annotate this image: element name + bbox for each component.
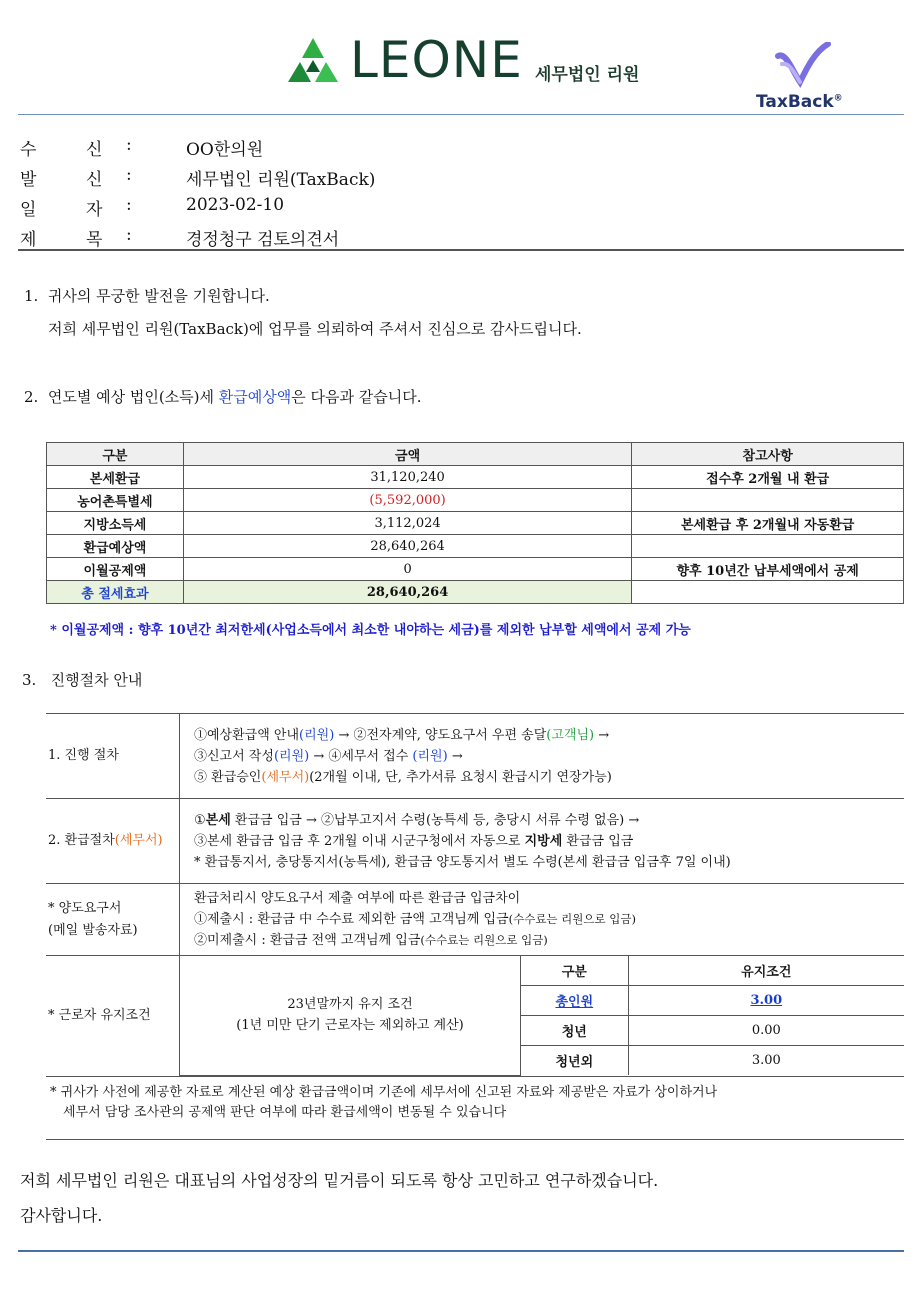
refund-footnote: * 이월공제액 : 향후 10년간 최저한세(사업소득에서 최소한 내야하는 세금)를 제외한 납부할 세액에서 공제 가능 [50,623,691,638]
step1-label: 1. 진행 절차 [46,714,180,799]
step2-content [180,799,905,884]
step2-line3: * 환급통지서, 충당통지서(농특세), 환급금 양도통지서 별도 수령(본세 환급금 입금후 7일 이내) [194,854,731,870]
row-label: 환급예상액 [47,535,184,558]
step3-label: * 양도요구서 (메일 발송자료) [46,884,180,956]
amount-cell: 28,640,264 [183,535,632,558]
section1-line2: 저희 세무법인 리원(TaxBack)에 업무를 의뢰하여 주셔서 진심으로 감사드립니다. [48,320,582,338]
amount-cell: 3,112,024 [183,512,632,535]
table-row [47,512,904,535]
column-header: 구분 [47,443,184,466]
note-cell [632,581,904,604]
footer-divider [18,1250,904,1252]
section2-heading: 2. 연도별 예상 법인(소득)세 환급예상액은 다음과 같습니다. [24,388,422,406]
section3-heading: 3. 진행절차 안내 [22,671,143,689]
row-label: 이월공제액 [47,558,184,581]
row-label: 청년 [521,1016,629,1046]
process-row-step3 [46,884,904,956]
row-label: 지방소득세 [47,512,184,535]
taxback-logo-icon [772,42,832,88]
note-cell: 향후 10년간 납부세액에서 공제 [632,558,904,581]
step2-line1: ①본세 환급금 입금 → ②납부고지서 수령(농특세 등, 충당시 서류 수령 없음) → [194,812,640,828]
step3-content [180,884,905,956]
step1-line1: ①예상환급액 안내(리원) → ②전자계약, 양도요구서 우편 송달(고객님) → [194,727,610,743]
amount-cell: 0 [183,558,632,581]
closing-line1: 저희 세무법인 리원은 대표님의 사업성장의 밑거름이 되도록 항상 고민하고 연구하겠습니다. [20,1171,659,1190]
table-row-total [47,581,904,604]
process-table [46,713,904,1077]
column-header: 구분 [521,956,629,986]
amount-cell: 28,640,264 [183,581,632,604]
section1-line1: 1. 귀사의 무궁한 발전을 기원합니다. [24,287,270,305]
row-label: 청년외 [521,1046,629,1076]
closing-line2: 감사합니다. [20,1206,103,1225]
table-row [47,535,904,558]
note-cell: 본세환급 후 2개월내 자동환급 [632,512,904,535]
row-label: 총 절세효과 [47,581,184,604]
step4-content [180,956,905,1077]
header-divider [18,114,904,115]
employee-table [180,956,904,1076]
column-header: 참고사항 [632,443,904,466]
note-cell: 접수후 2개월 내 환급 [632,466,904,489]
step3-line3: ②미제출시 : 환급금 전액 고객님께 입금(수수료는 리원으로 입금) [194,933,548,948]
process-row-step2 [46,799,904,884]
brand-name: LEONE [350,31,523,89]
process-bottom-divider [46,1139,904,1140]
step1-line3: ⑤ 환급승인(세무서)(2개월 이내, 단, 추가서류 요청시 환급시기 연장가능) [194,769,612,785]
note-cell [632,489,904,512]
step3-line2: ①제출시 : 환급금 中 수수료 제외한 금액 고객님께 입금(수수료는 리원으로 입금) [194,912,636,927]
value-cell: 3.00 [628,986,904,1016]
step4-label: * 근로자 유지조건 [46,956,180,1077]
table-row [47,558,904,581]
process-row-step4 [46,956,904,1077]
step3-line1: 환급처리시 양도요구서 제출 여부에 따른 환급금 입금차이 [194,891,521,906]
value-cell: 3.00 [628,1046,904,1076]
refund-table [46,442,904,604]
brand-subtitle: 세무법인 리원 [535,65,640,85]
process-row-step1 [46,714,904,799]
employee-condition-desc: 23년말까지 유지 조건 (1년 미만 단기 근로자는 제외하고 계산) [180,956,521,1075]
note-cell [632,535,904,558]
disclaimer: * 귀사가 사전에 제공한 자료로 계산된 예상 환급금액이며 기존에 세무서에 신고된 자료와 제공받은 자료가 상이하거나 세무서 담당 조사관의 공제액 판단 여부에 따라 환급세액이 변동될 수 있습니다 [50,1085,718,1120]
column-header: 금액 [183,443,632,466]
step2-label: 2. 환급절차(세무서) [46,799,180,884]
row-label: 농어촌특별세 [47,489,184,512]
step1-content [180,714,905,799]
table-header-row [47,443,904,466]
row-label: 본세환급 [47,466,184,489]
value-cell: 0.00 [628,1016,904,1046]
amount-cell: 31,120,240 [183,466,632,489]
step1-line2: ③신고서 작성(리원) → ④세무서 접수 (리원) → [194,748,463,764]
partner-name: TaxBack® [756,92,843,112]
column-header: 유지조건 [628,956,904,986]
row-label: 총인원 [521,986,629,1016]
leone-logo-icon [284,36,342,88]
table-row [47,466,904,489]
table-row [47,489,904,512]
step2-line2: ③본세 환급금 입금 후 2개월 이내 시군구청에서 자동으로 지방세 환급금 입금 [194,833,634,849]
memo-divider [18,249,904,251]
amount-cell: (5,592,000) [183,489,632,512]
